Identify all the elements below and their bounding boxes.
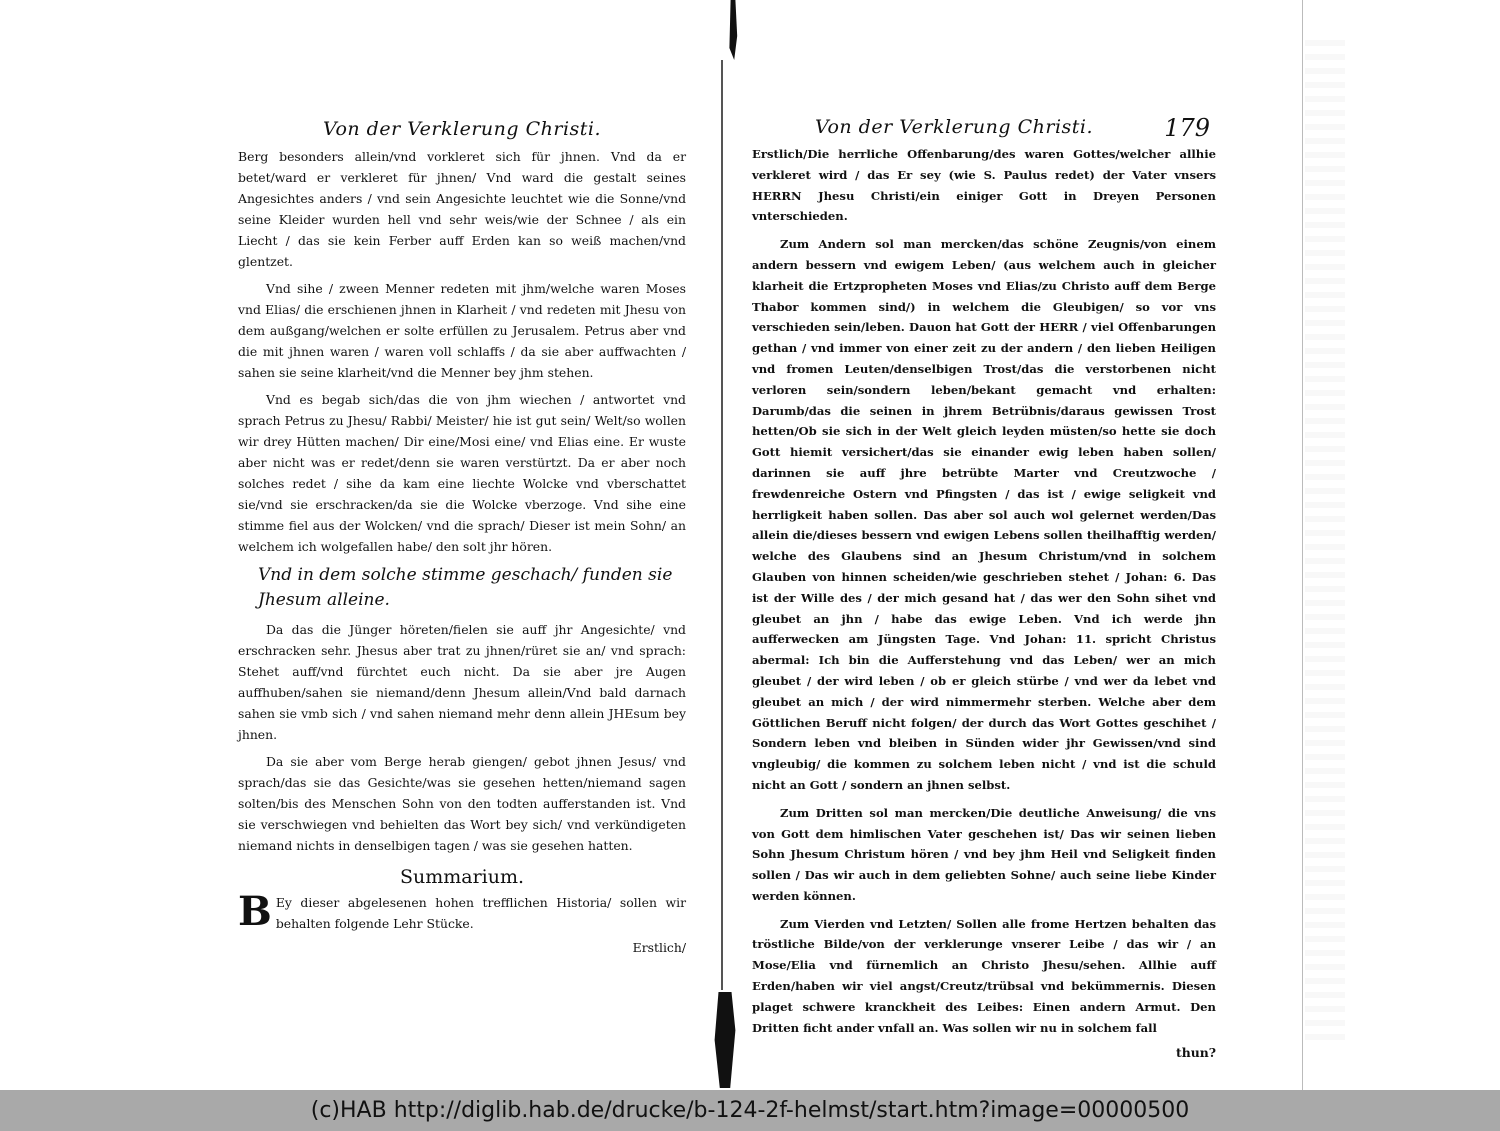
- left-paragraph-2: Vnd sihe / zween Menner redeten mit jhm/welche waren Moses vnd Elias/ die erschienen jhnen in Klarheit / vnd redeten mit Jhesu von dem außgang/welchen er solte erfüllen zu Jerusalem. Petrus aber vnd die mit jhnen waren / waren voll schlaffs / da sie aber auffwachten / sahen sie seine klarheit/vnd die Menner bey jhm stehen.: [238, 281, 686, 380]
- summary-title: Summarium.: [399, 866, 525, 888]
- right-catchword: thun?: [1175, 1045, 1216, 1061]
- summary-dropcap: B: [238, 888, 272, 935]
- left-page: [238, 118, 686, 955]
- page-edge-line: [1302, 0, 1303, 1090]
- copyright-url-text: (c)HAB http://diglib.hab.de/drucke/b-124-2f-helmst/start.htm?image=00000500: [310, 1098, 1190, 1123]
- gutter-fold-line: [721, 60, 723, 990]
- right-header-row: [752, 114, 1216, 144]
- summary-paragraph: [238, 888, 686, 935]
- left-paragraph-1: Berg besonders allein/vnd vorkleret sich für jhnen. Vnd da er betet/ward er verkleret für jhnen/ Vnd ward die gestalt seines Angesichtes anders / vnd sein Angesichte leuchtet wie die Sonne/vnd seine Kleider wurden hell vnd sehr weis/wie der Schnee / als ein Liecht / das sie kein Ferber auff Erden kan so weiß machen/vnd glentzet.: [238, 149, 686, 269]
- left-section-heading: Vnd in dem solche stimme geschach/ funden sie Jhesum alleine.: [258, 565, 673, 610]
- copyright-footer: [0, 1090, 1500, 1131]
- summary-text: Ey dieser abgelesenen hohen trefflichen Historia/ sollen wir behalten folgende Lehr Stücke.: [275, 895, 686, 931]
- right-paragraph-4: Zum Vierden vnd Letzten/ Sollen alle frome Hertzen behalten das tröstliche Bilde/von der verklerunge vnserer Leibe / das wir / an Mose/Elia vnd fürnemlich an Christo Jhesu/sehen. Allhie auff Erden/haben wir viel angst/Creutz/trübsal vnd bekümmernis. Diesen plaget schwere kranckheit des Leibes: Einen andern Armut. Den Dritten ficht ander vnfall an. Was sollen wir nu in solchem fall: [752, 916, 1216, 1035]
- right-running-head: Von der Verklerung Christi.: [814, 116, 1094, 138]
- left-paragraph-4: Da das die Jünger höreten/fielen sie auff jhr Angesichte/ vnd erschracken sehr. Jhesus aber trat zu jhnen/rüret sie an/ vnd sprach: Stehet auff/vnd fürchtet euch nicht. Da sie aber jre Augen auffhuben/sahen sie niemand/denn Jhesum allein/Vnd bald darnach sahen sie vmb sich / vnd sahen niemand mehr denn allein JHEsum bey jhnen.: [238, 622, 686, 742]
- right-paragraph-3: Zum Dritten sol man mercken/Die deutliche Anweisung/ die vns von Gott dem himlischen Vater geschehen ist/ Das wir seinen lieben Sohn Jhesum Christum hören / vnd bey jhm Heil vnd Seligkeit finden sollen / Das wir auch in dem geliebten Sohne/ auch seine liebe Kinder werden können.: [752, 805, 1216, 903]
- left-running-head: Von der Verklerung Christi.: [322, 118, 602, 140]
- left-paragraph-3: Vnd es begab sich/das die von jhm wiechen / antwortet vnd sprach Petrus zu Jhesu/ Rabbi/ Meister/ hie ist gut sein/ Welt/so wollen wir drey Hütten machen/ Dir eine/Mosi eine/ vnd Elias eine. Er wuste aber nicht was er redet/denn sie waren verstürtzt. Da er aber noch solches redet / sihe da kam eine liechte Wolcke vnd vberschattet sie/vnd sie erschracken/da sie die Wolcke vberzoge. Vnd sihe eine stimme fiel aus der Wolcken/ vnd die sprach/ Dieser ist mein Sohn/ an welchem ich wolgefallen habe/ den solt jhr hören.: [238, 392, 686, 554]
- gutter-shadow-bottom: [712, 992, 738, 1088]
- page-edge-bleed: [1305, 40, 1345, 1040]
- page-number: 179: [1164, 114, 1210, 142]
- left-catchword: Erstlich/: [632, 940, 686, 955]
- gutter-shadow-top: [727, 0, 739, 60]
- right-paragraph-1: Erstlich/Die herrliche Offenbarung/des waren Gottes/welcher allhie verkleret wird / das Er sey (wie S. Paulus redet) der Vater vnsers HERRN Jhesu Christi/ein einiger Gott in Dreyen Personen vnterschieden.: [752, 147, 1216, 224]
- right-paragraph-2: Zum Andern sol man mercken/das schöne Zeugnis/von einem andern bessern vnd ewigem Leben/ (aus welchem auch in gleicher klarheit die Ertzpropheten Moses vnd Elias/zu Christo auff dem Berge Thabor kommen sind/) in welchem die Gleubigen/ so vor vns verschieden sein/leben. Dauon hat Gott der HERR / viel Offenbarungen gethan / vnd immer von einer zeit zu der andern / den lieben Heiligen vnd fromen Leuten/denselbigen Trost/das die verstorbenen nicht verloren sein/sondern leben/bekant gemacht vnd erhalten: Darumb/das die seinen in jhrem Betrübnis/daraus gewissen Trost hetten/Ob sie sich in der Welt gleich leyden müsten/so hette sie doch Gott hiemit versichert/das sie einander ewig leben haben sollen/ darinnen sie auff jhre betrübte Marter vnd Creutzwoche / frewdenreiche Ostern vnd Pfingsten / das ist / ewige seligkeit vnd herrligkeit haben sollen. Das aber sol auch wol gelernet werden/Das allein die/dieses bessern vnd ewigen Lebens sollen theilhafftig werden/ welche des Glaubens sind an Jhesum Christum/vnd in solchem Glauben von hinnen scheiden/wie geschrieben stehet / Johan: 6. Das ist der Wille des / der mich gesand hat / das wer den Sohn sihet vnd gleubet an jhn / habe das ewige Leben. Vnd ich werde jhn aufferwecken am Jüngsten Tage. Vnd Johan: 11. spricht Christus abermal: Ich bin die Aufferstehung vnd das Leben/ wer an mich gleubet / der wird leben / ob er gleich stürbe / vnd wer da lebet vnd gleubet an mich / der wird nimmermehr sterben. Welche aber dem Göttlichen Beruff nicht folgen/ der durch das Wort Gottes geschihet / Sondern leben vnd bleiben in Sünden wider jhr Gewissen/vnd sind vngleubig/ die kommen zu solchem leben nicht / vnd ist die schuld nicht an Gott / sondern an jhnen selbst.: [752, 237, 1216, 792]
- left-paragraph-5: Da sie aber vom Berge herab giengen/ gebot jhnen Jesus/ vnd sprach/das sie das Gesichte/was sie gesehen hetten/niemand sagen solten/bis des Menschen Sohn von den todten aufferstanden ist. Vnd sie verschwiegen vnd behielten das Wort bey sich/ vnd verkündigeten niemand nichts in denselbigen tagen / was sie gesehen hatten.: [238, 754, 686, 853]
- right-page: [752, 114, 1216, 1060]
